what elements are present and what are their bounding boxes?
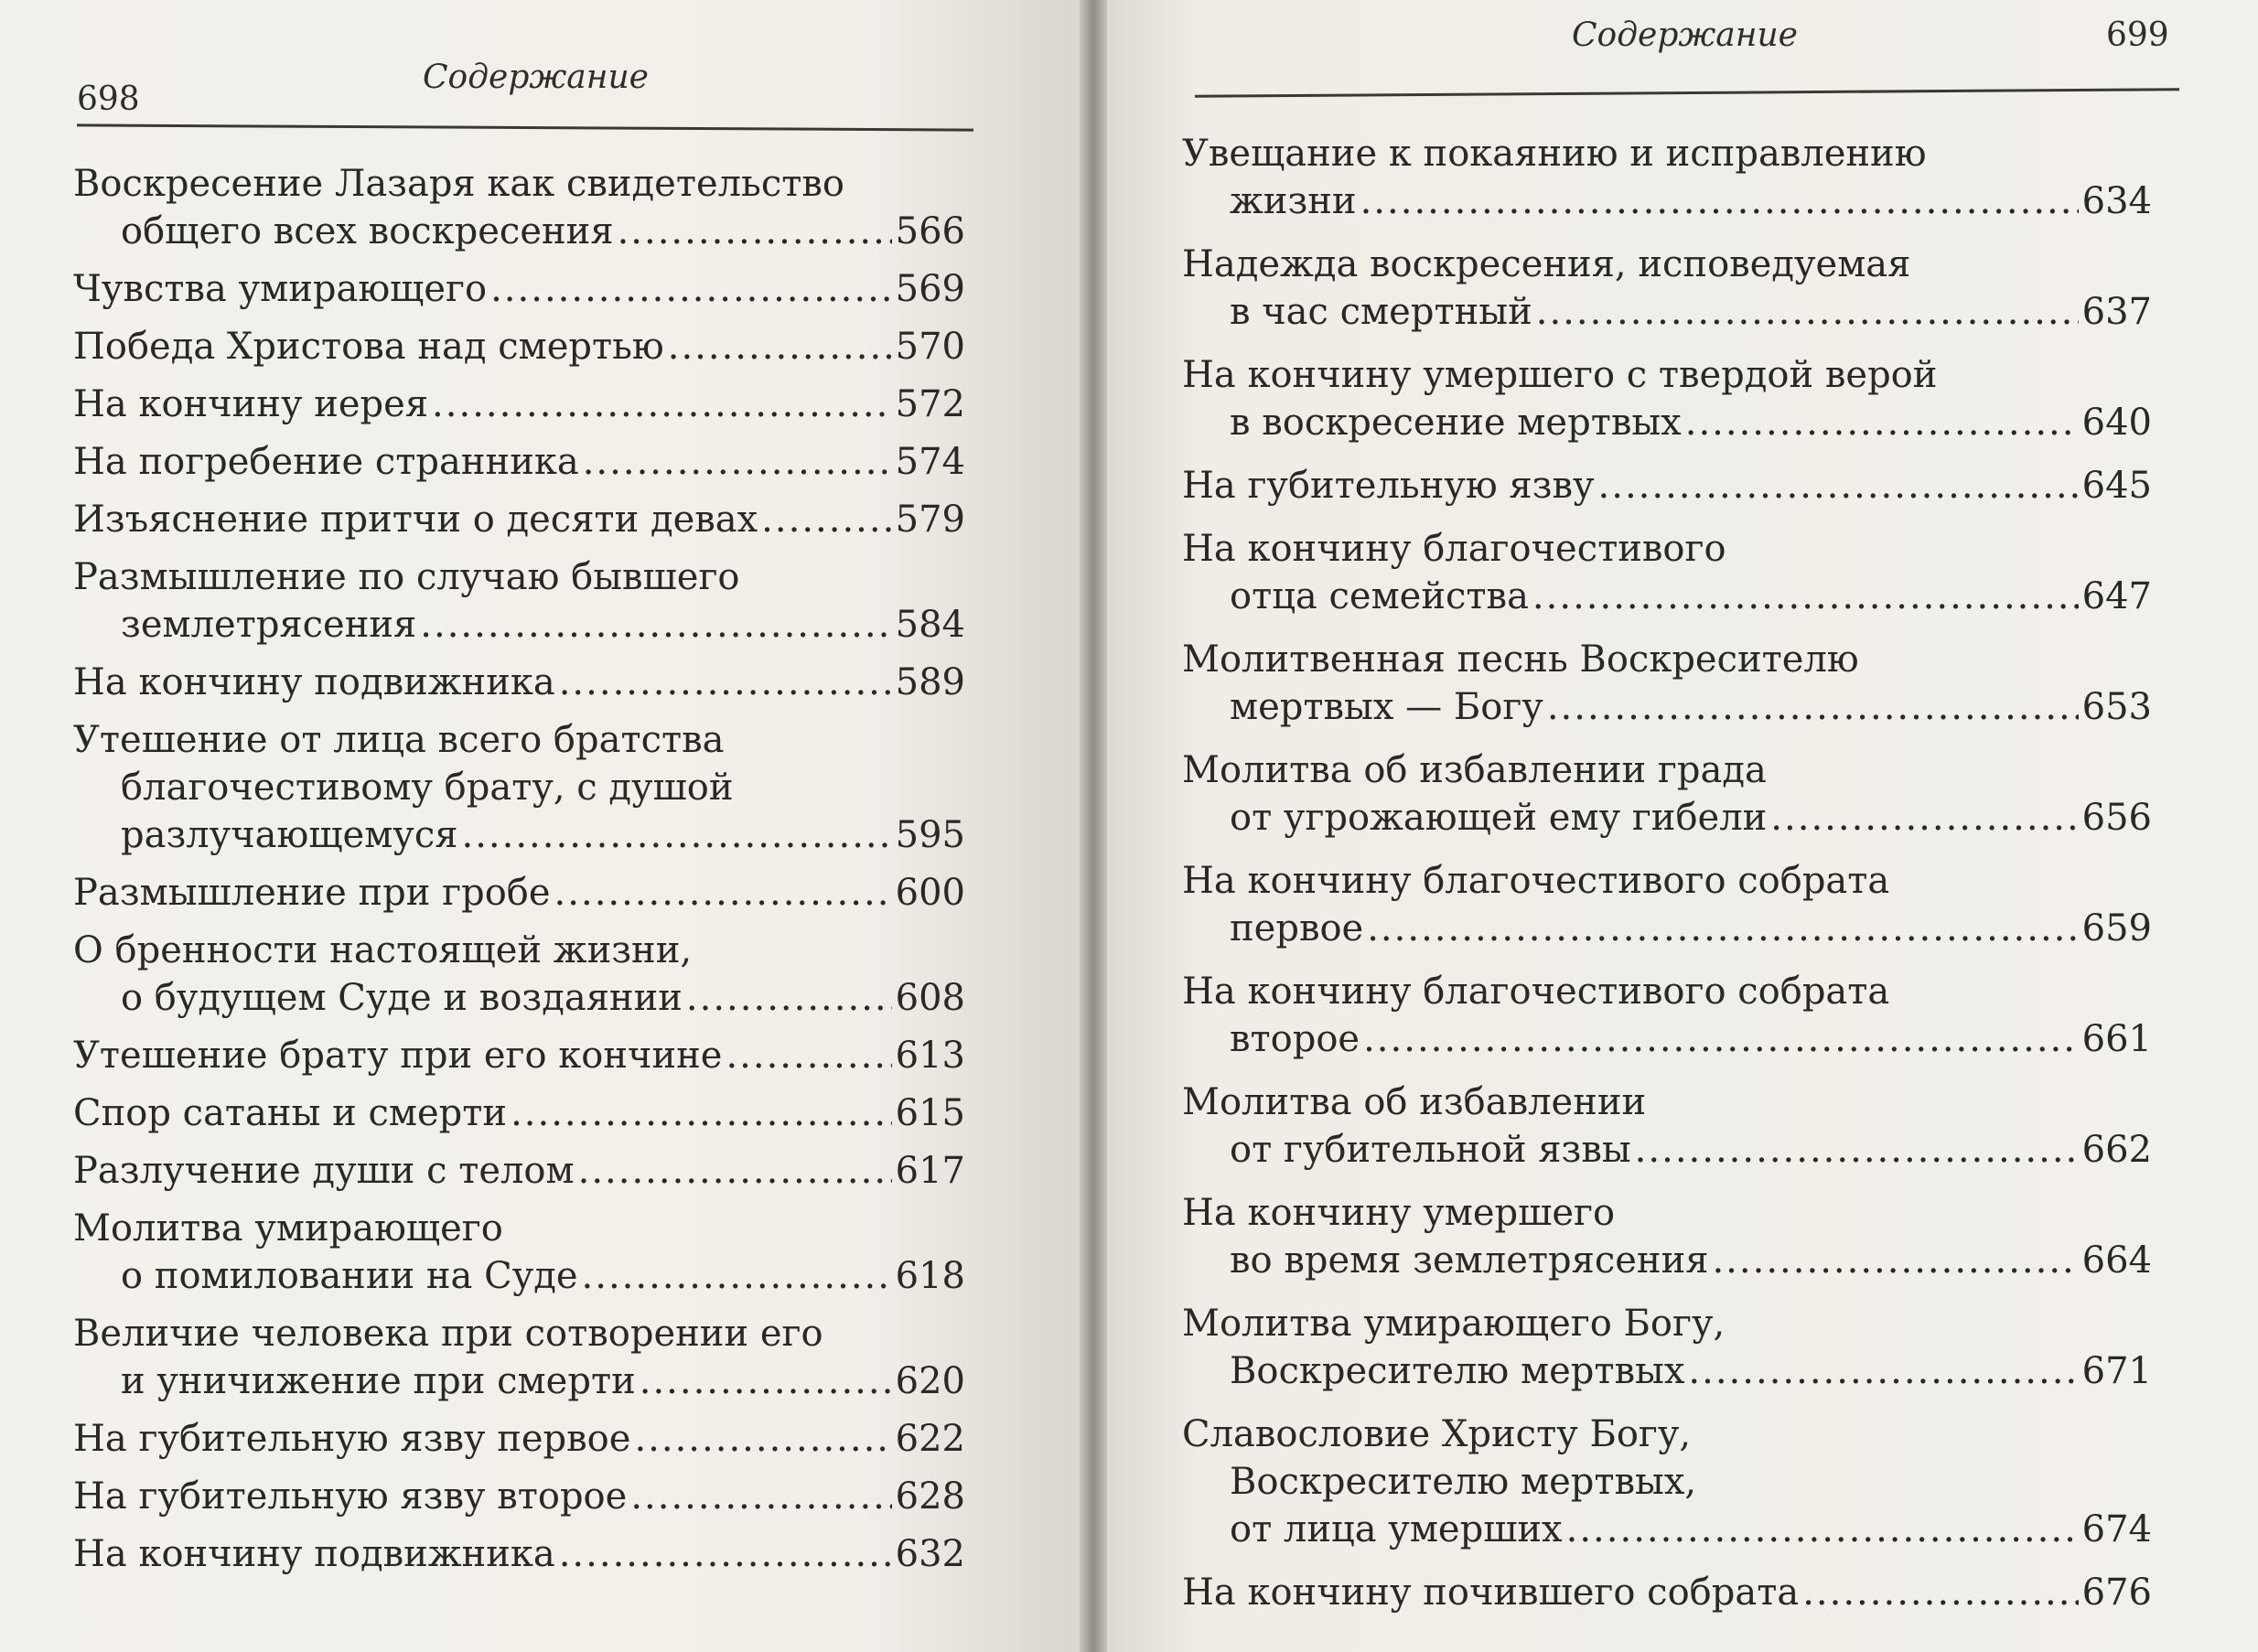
- toc-entry-title: первое: [1230, 907, 1364, 949]
- toc-entry-title: Молитва об избавлении града: [1182, 749, 1767, 791]
- toc-page-number: 661: [2081, 1018, 2152, 1060]
- dot-leader: [578, 1147, 892, 1195]
- toc-page-number: 647: [2081, 575, 2152, 617]
- toc-entry: [73, 659, 965, 706]
- toc-entry: [73, 160, 965, 255]
- book-gutter: [1080, 0, 1107, 1652]
- dot-leader: [1712, 1237, 2078, 1284]
- toc-page-number: 620: [895, 1360, 965, 1402]
- toc-entry-title: от губительной язвы: [1230, 1129, 1631, 1171]
- toc-entry-line: [1182, 746, 2152, 794]
- toc-entry-line: [73, 811, 965, 859]
- toc-entry-title: Воскресителю мертвых: [1230, 1350, 1685, 1392]
- toc-page-number: 584: [895, 604, 965, 646]
- toc-entry: [1182, 462, 2152, 510]
- toc-entry-line: [1182, 794, 2152, 842]
- toc-page-number: 569: [895, 268, 965, 310]
- toc-entry-line: [1182, 1411, 2152, 1458]
- toc-entry-title: Утешение брату при его кончине: [73, 1035, 723, 1077]
- dot-leader: [511, 1089, 892, 1137]
- toc-entry-title: На кончину подвижника: [73, 661, 555, 703]
- toc-page-number: 613: [895, 1035, 965, 1077]
- toc-entry-title: На губительную язву первое: [73, 1418, 631, 1460]
- toc-entry: [73, 265, 965, 313]
- toc-page-number: 600: [895, 872, 965, 914]
- toc-entry-line: [1182, 462, 2152, 510]
- toc-entry-line: [1182, 1458, 2152, 1506]
- toc-page-number: 628: [895, 1475, 965, 1518]
- toc-entry-title: общего всех воскресения: [121, 210, 614, 252]
- toc-entry: [73, 438, 965, 486]
- toc-entry-line: [1182, 1078, 2152, 1126]
- toc-entry-title: Размышление при гробе: [73, 872, 551, 914]
- toc-entry-title: в час смертный: [1230, 291, 1532, 333]
- toc-entry: [73, 1473, 965, 1520]
- toc-entry-line: [1182, 1347, 2152, 1395]
- toc-entry-line: [73, 1205, 965, 1252]
- toc-entry-title: от угрожающей ему гибели: [1230, 797, 1768, 839]
- toc-entry-line: [73, 716, 965, 764]
- toc-entry-title: Молитвенная песнь Воскресителю: [1182, 638, 1859, 681]
- dot-leader: [461, 811, 891, 859]
- toc-entry-line: [73, 1032, 965, 1079]
- toc-entry-title: Спор сатаны и смерти: [73, 1092, 508, 1134]
- toc-entry-title: На кончину благочестивого: [1182, 528, 1726, 570]
- toc-entry-line: [1182, 683, 2152, 731]
- dot-leader: [432, 381, 892, 428]
- toc-entry-title: Победа Христова над смертью: [73, 326, 664, 368]
- toc-entry-title: На губительную язву: [1182, 465, 1595, 507]
- toc-entry-line: [1182, 1189, 2152, 1237]
- toc-entry-title: во время землетрясения: [1230, 1239, 1709, 1282]
- toc-entry: [73, 381, 965, 428]
- toc-entry-title: от лица умерших: [1230, 1508, 1563, 1550]
- toc-entry-line: [1182, 905, 2152, 952]
- dot-leader: [634, 1415, 891, 1463]
- dot-leader: [1360, 177, 2079, 225]
- dot-leader: [559, 1530, 892, 1578]
- toc-entry: [1182, 857, 2152, 952]
- toc-entry: [1182, 1078, 2152, 1174]
- toc-page-number: 595: [895, 814, 965, 856]
- toc-page-number: 570: [895, 326, 965, 368]
- dot-leader: [640, 1357, 892, 1405]
- dot-leader: [559, 659, 892, 706]
- dot-leader: [554, 869, 892, 917]
- toc-entry-line: [73, 927, 965, 974]
- dot-leader: [668, 323, 892, 370]
- toc-entry: [1182, 1300, 2152, 1395]
- toc-page-number: 676: [2081, 1572, 2152, 1614]
- toc-entry-title: На кончину подвижника: [73, 1533, 555, 1575]
- toc-entry: [1182, 968, 2152, 1063]
- toc-entry-title: и уничижение при смерти: [121, 1360, 636, 1402]
- toc-entry: [73, 1032, 965, 1079]
- right-page: [1107, 0, 2258, 1652]
- toc-entry-line: [1182, 573, 2152, 620]
- toc-entry-title: Молитва умирающего Богу,: [1182, 1303, 1726, 1345]
- dot-leader: [686, 974, 892, 1022]
- toc-entry-title: Воскресение Лазаря как свидетельство: [73, 163, 844, 205]
- dot-leader: [1635, 1126, 2079, 1174]
- toc-entry: [1182, 1189, 2152, 1284]
- toc-entry-line: [73, 160, 965, 208]
- toc-entry-line: [73, 1415, 965, 1463]
- toc-entry-title: жизни: [1230, 180, 1357, 222]
- toc-page-number: 579: [895, 499, 965, 541]
- toc-entry: [1182, 130, 2152, 225]
- toc-page-number: 622: [895, 1418, 965, 1460]
- dot-leader: [1367, 905, 2078, 952]
- dot-leader: [1536, 288, 2079, 336]
- toc-entry-title: На кончину умершего: [1182, 1192, 1616, 1234]
- toc-entry-line: [73, 601, 965, 649]
- toc-entry-title: благочестивому брату, с душой: [121, 767, 734, 809]
- toc-page-number: 637: [2081, 291, 2152, 333]
- toc-entry: [73, 323, 965, 370]
- toc-page-number: 615: [895, 1092, 965, 1134]
- toc-page-number: 674: [2081, 1508, 2152, 1550]
- toc-entry-title: отца семейства: [1230, 575, 1529, 617]
- toc-entry-title: Величие человека при сотворении его: [73, 1313, 823, 1355]
- toc-page-number: 618: [895, 1255, 965, 1297]
- toc-entry-line: [1182, 636, 2152, 683]
- dot-leader: [1770, 794, 2078, 842]
- toc-entry-line: [1182, 968, 2152, 1015]
- toc-entry-title: На кончину умершего с твердой верой: [1182, 354, 1938, 396]
- toc-entry-line: [73, 323, 965, 370]
- toc-entry-line: [1182, 399, 2152, 446]
- dot-leader: [420, 601, 891, 649]
- toc-page-number: 656: [2081, 797, 2152, 839]
- toc-entry-line: [73, 208, 965, 255]
- dot-leader: [1802, 1569, 2078, 1616]
- toc-entry-line: [73, 1473, 965, 1520]
- toc-entry-title: о помиловании на Суде: [121, 1255, 578, 1297]
- toc-entry-line: [73, 1089, 965, 1137]
- toc-entry-title: разлучающемуся: [121, 814, 458, 856]
- toc-entry-title: Увещание к покаянию и исправлению: [1182, 133, 1927, 175]
- toc-entry-title: Разлучение души с телом: [73, 1150, 575, 1192]
- toc-entry: [1182, 746, 2152, 842]
- table-of-contents: [1182, 130, 2152, 1632]
- toc-entry-line: [1182, 351, 2152, 399]
- toc-entry-line: [73, 1252, 965, 1300]
- toc-entry-title: На погребение странника: [73, 441, 579, 483]
- toc-entry-line: [1182, 130, 2152, 177]
- toc-entry-title: Надежда воскресения, исповедуемая: [1182, 243, 1911, 285]
- toc-entry-title: мертвых — Богу: [1230, 686, 1543, 728]
- dot-leader: [1566, 1506, 2079, 1553]
- toc-entry-title: На кончину благочестивого собрата: [1182, 860, 1890, 902]
- toc-page-number: 653: [2081, 686, 2152, 728]
- dot-leader: [583, 438, 892, 486]
- dot-leader: [490, 265, 892, 313]
- toc-entry-line: [1182, 288, 2152, 336]
- toc-entry-title: в воскресение мертвых: [1230, 402, 1682, 444]
- toc-entry: [73, 553, 965, 649]
- dot-leader: [1547, 683, 2079, 731]
- table-of-contents: [73, 160, 965, 1588]
- toc-page-number: 608: [895, 977, 965, 1019]
- toc-entry-line: [1182, 177, 2152, 225]
- toc-entry-line: [73, 381, 965, 428]
- toc-page-number: 574: [895, 441, 965, 483]
- toc-entry: [73, 1415, 965, 1463]
- toc-entry-title: На кончину почившего собрата: [1182, 1572, 1800, 1614]
- left-page: [0, 0, 1080, 1652]
- toc-entry-title: Утешение от лица всего братства: [73, 719, 725, 761]
- toc-entry-line: [73, 764, 965, 811]
- header-rule: [77, 123, 973, 131]
- toc-entry-line: [1182, 1300, 2152, 1347]
- toc-entry: [73, 1205, 965, 1300]
- toc-entry: [73, 1147, 965, 1195]
- toc-entry-title: второе: [1230, 1018, 1360, 1060]
- toc-entry: [73, 1530, 965, 1578]
- toc-entry-title: Размышление по случаю бывшего: [73, 556, 740, 598]
- dot-leader: [582, 1252, 892, 1300]
- toc-entry-title: Изъяснение притчи о десяти девах: [73, 499, 758, 541]
- toc-entry: [73, 716, 965, 859]
- toc-entry-title: Воскресителю мертвых,: [1230, 1461, 1697, 1503]
- toc-entry-line: [1182, 1015, 2152, 1063]
- toc-entry-title: О бренности настоящей жизни,: [73, 929, 693, 971]
- toc-entry-line: [1182, 241, 2152, 288]
- toc-entry-line: [1182, 1126, 2152, 1174]
- toc-entry-line: [73, 869, 965, 917]
- toc-entry: [1182, 1411, 2152, 1553]
- toc-page-number: 589: [895, 661, 965, 703]
- toc-entry-line: [73, 1147, 965, 1195]
- dot-leader: [630, 1473, 891, 1520]
- dot-leader: [1598, 462, 2079, 510]
- toc-entry-title: Молитва умирающего: [73, 1207, 503, 1250]
- toc-entry: [1182, 1569, 2152, 1616]
- toc-page-number: 566: [895, 210, 965, 252]
- toc-entry: [73, 869, 965, 917]
- toc-entry-line: [1182, 1237, 2152, 1284]
- toc-entry-title: На кончину благочестивого собрата: [1182, 971, 1890, 1013]
- toc-entry-line: [73, 1310, 965, 1357]
- toc-entry-line: [73, 265, 965, 313]
- dot-leader: [1532, 573, 2079, 620]
- toc-entry-title: На губительную язву второе: [73, 1475, 628, 1518]
- dot-leader: [1688, 1347, 2078, 1395]
- running-title: Содержание: [1572, 16, 1798, 54]
- toc-page-number: 632: [895, 1533, 965, 1575]
- toc-page-number: 640: [2081, 402, 2152, 444]
- dot-leader: [1685, 399, 2079, 446]
- toc-page-number: 659: [2081, 907, 2152, 949]
- toc-entry-line: [73, 659, 965, 706]
- toc-page-number: 664: [2081, 1239, 2152, 1282]
- toc-page-number: 645: [2081, 465, 2152, 507]
- toc-page-number: 617: [895, 1150, 965, 1192]
- toc-entry-line: [73, 1357, 965, 1405]
- toc-entry-title: Славословие Христу Богу,: [1182, 1413, 1692, 1455]
- toc-entry-title: землетрясения: [121, 604, 417, 646]
- toc-entry: [1182, 636, 2152, 731]
- toc-entry: [73, 1310, 965, 1405]
- toc-entry: [1182, 241, 2152, 336]
- toc-page-number: 634: [2081, 180, 2152, 222]
- dot-leader: [1363, 1015, 2079, 1063]
- toc-entry-line: [73, 1530, 965, 1578]
- toc-entry: [73, 927, 965, 1022]
- dot-leader: [726, 1032, 891, 1079]
- page-number: 699: [2106, 16, 2169, 54]
- toc-entry: [1182, 351, 2152, 446]
- toc-entry-line: [73, 974, 965, 1022]
- dot-leader: [618, 208, 892, 255]
- header-rule: [1195, 88, 2179, 98]
- toc-page-number: 671: [2081, 1350, 2152, 1392]
- toc-page-number: 572: [895, 383, 965, 425]
- dot-leader: [761, 496, 891, 543]
- toc-entry-title: Молитва об избавлении: [1182, 1081, 1647, 1123]
- toc-entry-line: [73, 553, 965, 601]
- toc-entry-line: [1182, 1506, 2152, 1553]
- running-title: Содержание: [423, 59, 649, 96]
- toc-entry: [73, 1089, 965, 1137]
- toc-entry-line: [1182, 857, 2152, 905]
- toc-entry-line: [1182, 1569, 2152, 1616]
- toc-page-number: 662: [2081, 1129, 2152, 1171]
- toc-entry: [73, 496, 965, 543]
- toc-entry-title: о будущем Суде и воздаянии: [121, 977, 683, 1019]
- toc-entry-title: Чувства умирающего: [73, 268, 488, 310]
- page-number: 698: [77, 80, 140, 118]
- toc-entry-line: [73, 496, 965, 543]
- toc-entry-title: На кончину иерея: [73, 383, 429, 425]
- toc-entry: [1182, 525, 2152, 620]
- toc-entry-line: [73, 438, 965, 486]
- toc-entry-line: [1182, 525, 2152, 573]
